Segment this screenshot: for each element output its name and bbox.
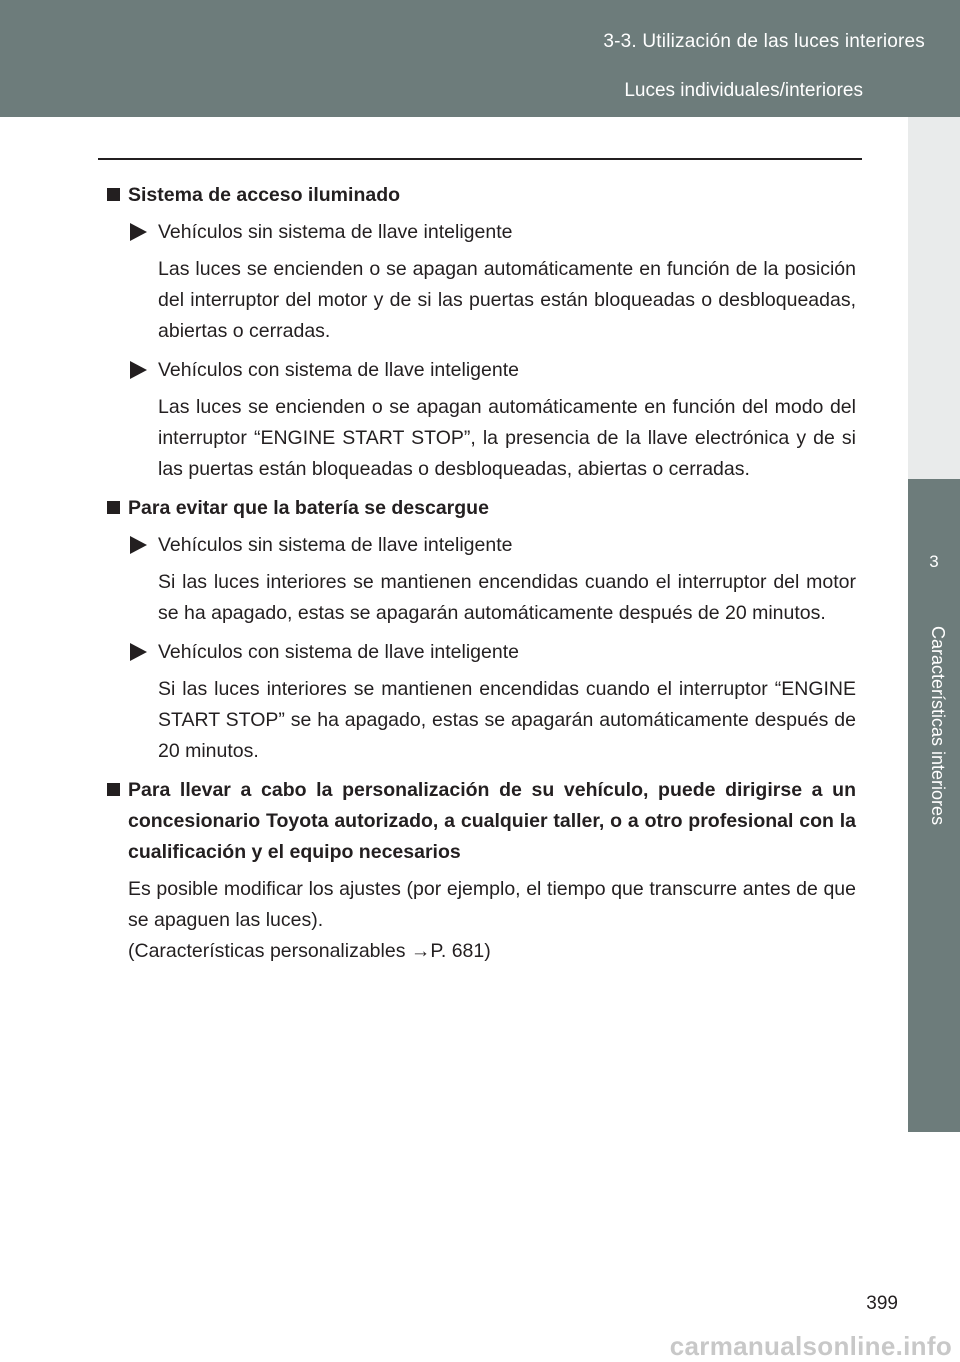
subsection-paragraph: Si las luces interiores se mantienen encendidas cuando el interruptor del motor se ha apagado, estas se apagarán automáticamente después de 20 minutos. — [158, 571, 856, 624]
section-title-text: Sistema de acceso iluminado — [128, 184, 401, 206]
subsection-heading-text: Vehículos con sistema de llave inteligente — [158, 641, 519, 663]
right-triangle-icon — [130, 223, 147, 241]
black-square-icon — [107, 501, 120, 514]
header-section-title: 3-3. Utilización de las luces interiores — [603, 31, 925, 52]
black-square-icon — [107, 783, 120, 796]
subsection-heading-text: Vehículos con sistema de llave inteligente — [158, 359, 519, 381]
subsection-paragraph: Las luces se encienden o se apagan automáticamente en función del modo del interruptor “ENGINE START STOP”, la presencia de la llave electrónica y de si las puertas están bloqueadas o desbloqueadas, abiertas o cerradas. — [158, 396, 856, 480]
subsection-heading — [106, 217, 856, 248]
subsection-heading — [106, 530, 856, 561]
right-triangle-icon — [130, 361, 147, 379]
watermark: carmanualsonline.info — [669, 1331, 952, 1361]
subsection-heading-text: Vehículos sin sistema de llave inteligente — [158, 221, 513, 243]
black-square-icon — [107, 188, 120, 201]
side-tab-number-box — [908, 479, 960, 620]
section-title-text: Para evitar que la batería se descargue — [128, 497, 489, 519]
section-title — [106, 493, 856, 524]
side-tab-chapter-number: 3 — [929, 552, 939, 571]
subsection-paragraph: Las luces se encienden o se apagan automáticamente en función de la posición del interruptor del motor y de si las puertas están bloqueadas o desbloqueadas, abiertas o cerradas. — [158, 258, 856, 342]
subsection-heading-text: Vehículos sin sistema de llave inteligente — [158, 534, 513, 556]
section-paragraph: Es posible modificar los ajustes (por ejemplo, el tiempo que transcurre antes de que se apaguen las luces). — [128, 878, 856, 931]
header-divider — [98, 158, 862, 160]
page-number: 399 — [866, 1293, 898, 1314]
subsection-paragraph: Si las luces interiores se mantienen encendidas cuando el interruptor “ENGINE START STOP” se ha apagado, estas se apagarán automáticamente después de 20 minutos. — [158, 678, 856, 762]
right-triangle-icon — [130, 536, 147, 554]
section-illuminated-entry — [106, 180, 856, 485]
cross-reference: (Características personalizables →P. 681) — [128, 940, 491, 962]
page-content — [106, 180, 856, 971]
side-tab-chapter-label: Características interiores — [928, 626, 948, 826]
right-triangle-icon — [130, 643, 147, 661]
subsection-heading — [106, 637, 856, 668]
section-title — [106, 775, 856, 868]
section-title — [106, 180, 856, 211]
header-topic-title: Luces individuales/interiores — [624, 80, 863, 101]
section-battery-saver — [106, 493, 856, 767]
section-title-text: Para llevar a cabo la personalización de su vehículo, puede dirigirse a un concesionario Toyota autorizado, a cualquier taller, o a otro profesional con la cualificación y el equipo necesarios — [128, 779, 856, 863]
section-customization — [106, 775, 856, 967]
subsection-heading — [106, 355, 856, 386]
page-header — [0, 0, 960, 117]
